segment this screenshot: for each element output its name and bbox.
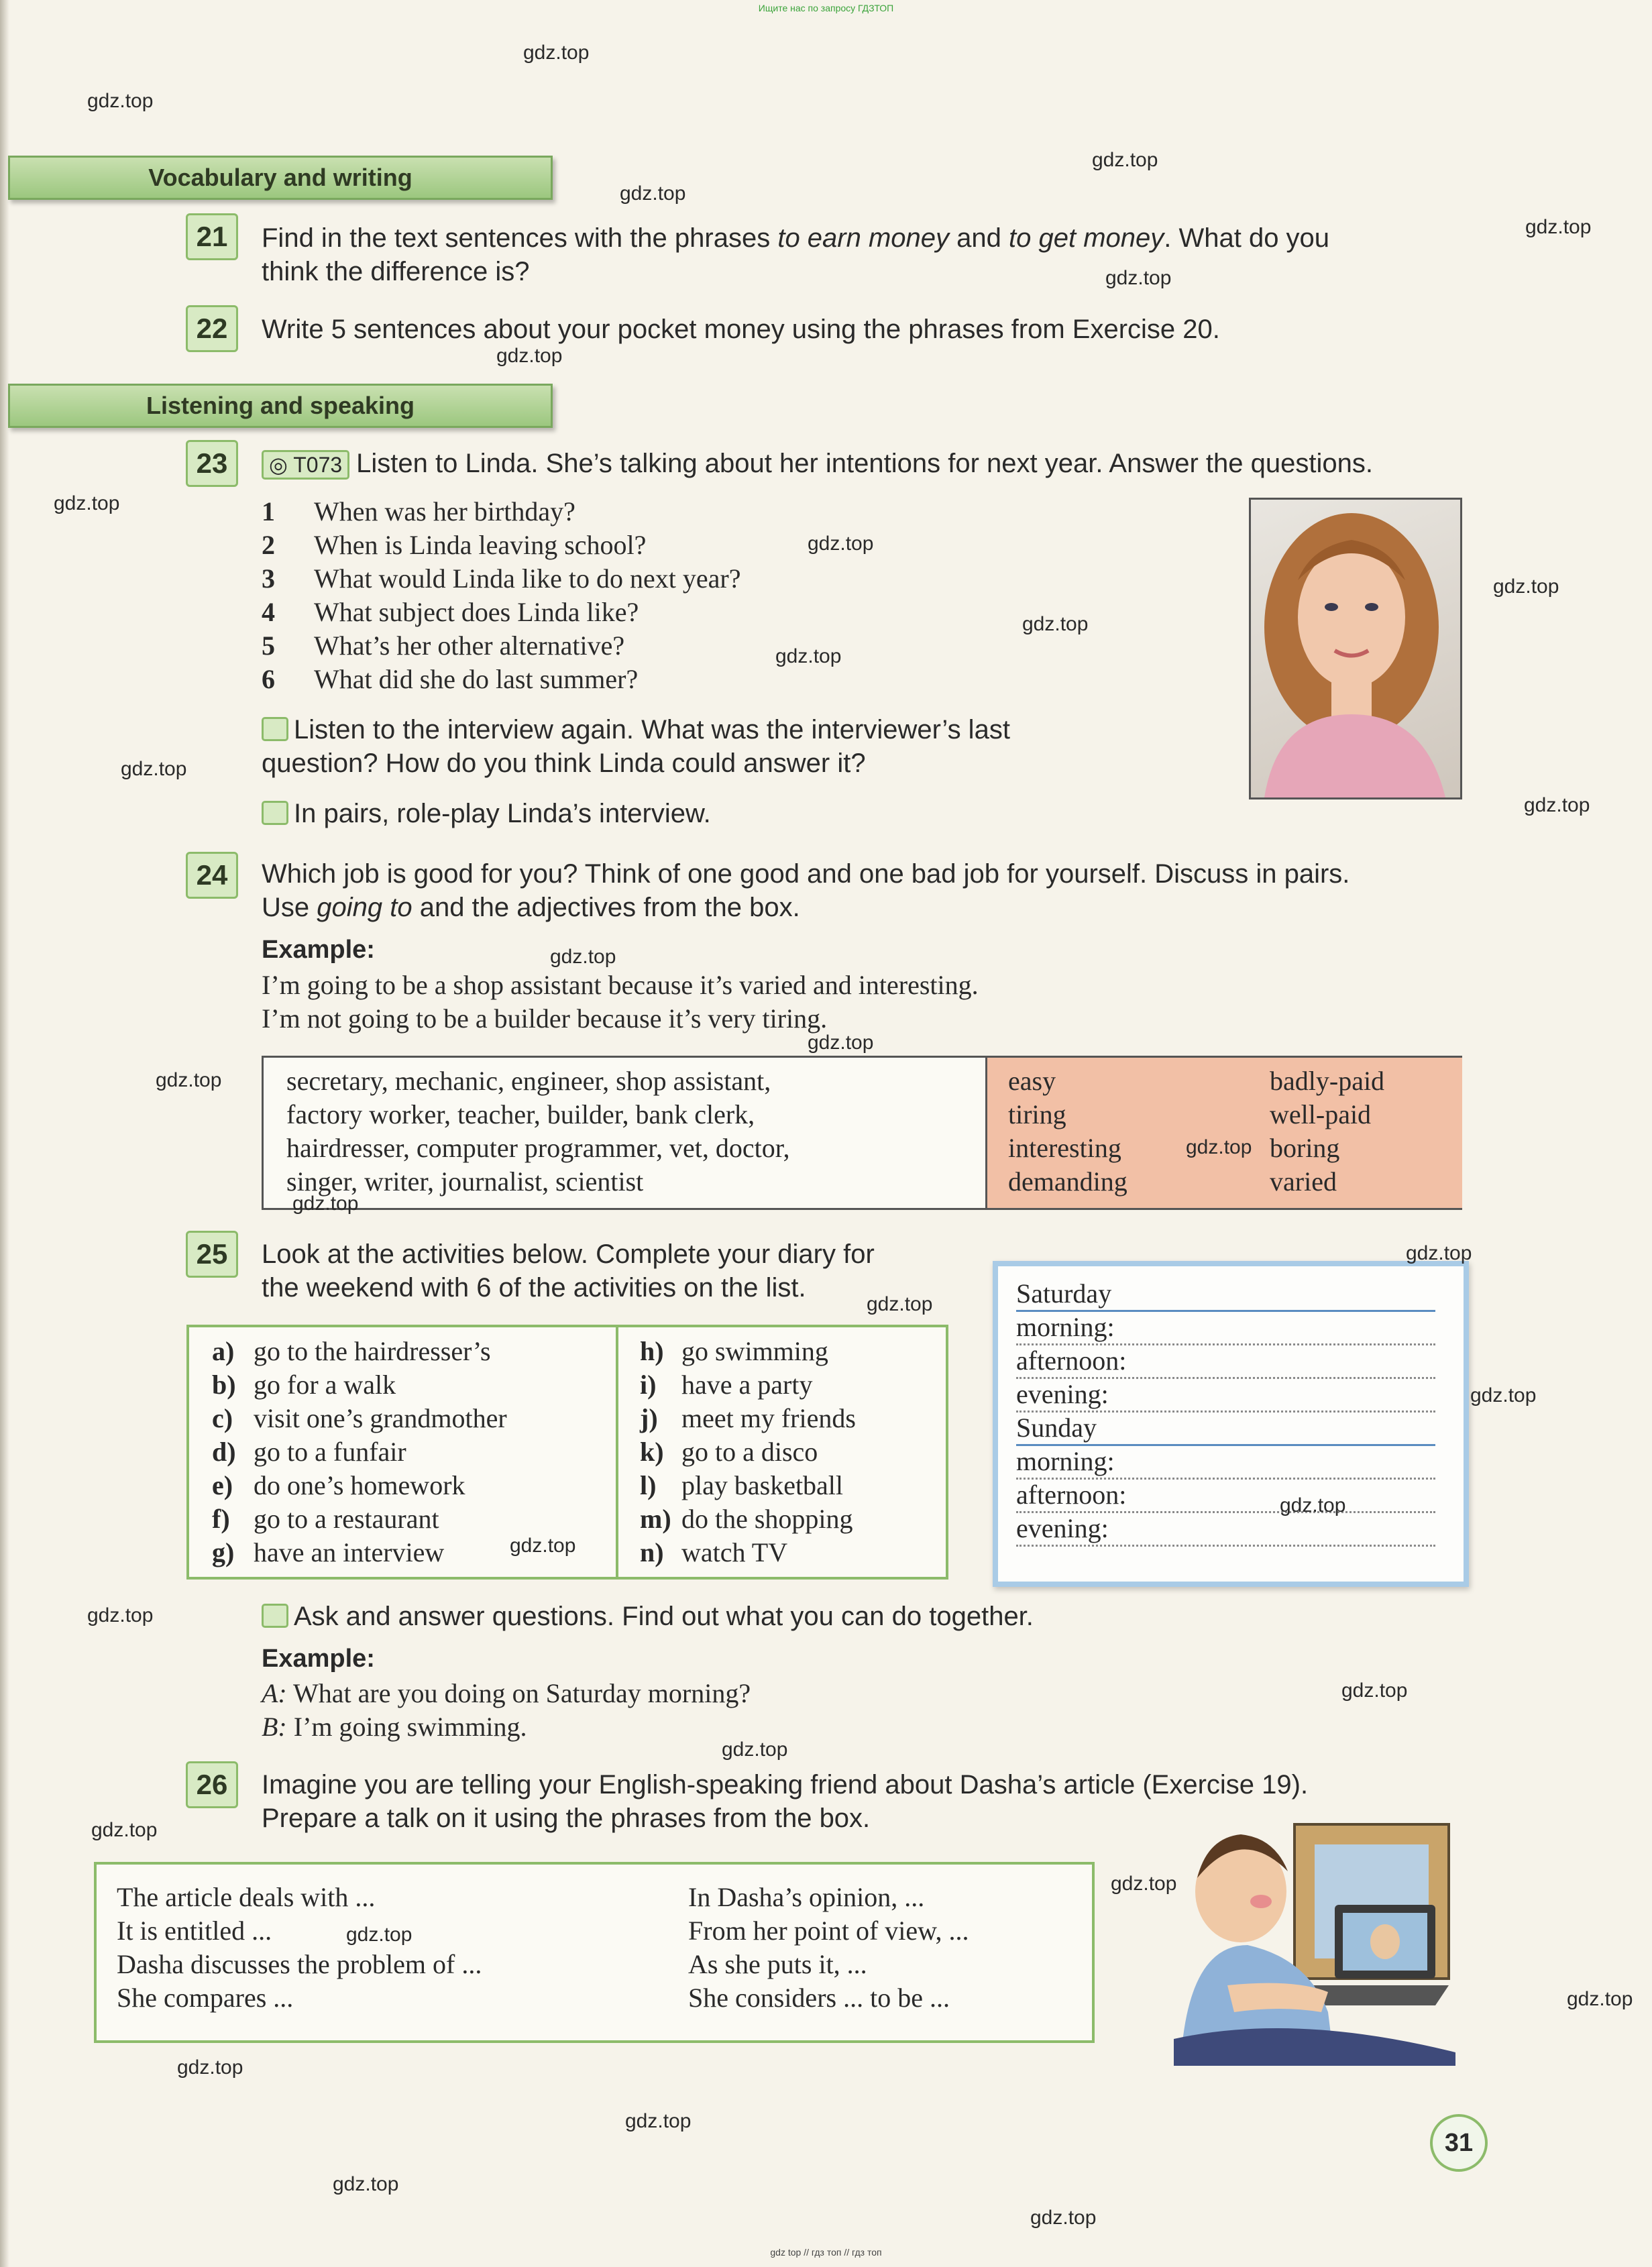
question-item: 5 What’s her other alternative?	[262, 630, 625, 661]
watermark: gdz.top	[867, 1293, 933, 1315]
watermark: gdz.top	[1030, 2207, 1097, 2229]
watermark: gdz.top	[620, 182, 686, 205]
diary-day-sunday: Sunday	[1016, 1412, 1435, 1446]
jobs-line: factory worker, teacher, builder, bank clerk,	[286, 1099, 755, 1129]
activity-item: m) do the shopping	[640, 1504, 853, 1534]
watermark: gdz.top	[1092, 149, 1158, 171]
footer-note: gdz top // гдз топ // гдз топ	[770, 2247, 882, 2258]
adjective: varied	[1270, 1166, 1337, 1197]
phrase: It is entitled ...	[117, 1916, 272, 1946]
exercise-number-26: 26	[186, 1761, 238, 1808]
activity-item: c) visit one’s grandmother	[212, 1403, 507, 1433]
phrase: Dasha discusses the problem of ...	[117, 1949, 482, 1979]
header-note: Ищите нас по запросу ГДЗТОП	[758, 3, 894, 13]
example-sentence: I’m not going to be a builder because it’s very tiring.	[262, 1003, 828, 1034]
exercise-23-instruction: ◎ T073 Listen to Linda. She’s talking about her intentions for next year. Answer the questions.	[262, 447, 1373, 480]
activity-item: a) go to the hairdresser’s	[212, 1336, 491, 1366]
watermark: gdz.top	[87, 1604, 154, 1626]
watermark: gdz.top	[1525, 216, 1592, 238]
watermark: gdz.top	[523, 42, 590, 64]
diary-day-saturday: Saturday	[1016, 1278, 1435, 1312]
activity-item: f) go to a restaurant	[212, 1504, 439, 1534]
exercise-21-text: Find in the text sentences with the phrases to earn money and to get money. What do you think the difference is?	[262, 223, 1330, 286]
question-item: 4 What subject does Linda like?	[262, 597, 639, 627]
watermark: gdz.top	[177, 2056, 243, 2079]
watermark: gdz.top	[808, 1032, 874, 1054]
exercise-number-23: 23	[186, 440, 238, 487]
pair-work-icon	[262, 1604, 288, 1628]
watermark: gdz.top	[1280, 1494, 1346, 1516]
activity-item: d) go to a funfair	[212, 1437, 406, 1467]
exercise-number-24: 24	[186, 852, 238, 899]
section-banner-listening: Listening and speaking	[8, 384, 553, 428]
watermark: gdz.top	[292, 1193, 359, 1215]
watermark: gdz.top	[496, 345, 563, 367]
watermark: gdz.top	[1186, 1136, 1252, 1158]
watermark: gdz.top	[722, 1738, 788, 1761]
example-label: Example:	[262, 1645, 375, 1673]
activity-item: h) go swimming	[640, 1336, 828, 1366]
activity-item: j) meet my friends	[640, 1403, 856, 1433]
watermark: gdz.top	[625, 2110, 692, 2132]
diary-slot[interactable]: evening:	[1016, 1378, 1435, 1413]
audio-track-badge[interactable]: ◎ T073	[262, 450, 349, 480]
watermark: gdz.top	[775, 645, 842, 667]
phrase: In Dasha’s opinion, ...	[688, 1882, 925, 1912]
example-dialogue-line: A: What are you doing on Saturday morning?	[262, 1678, 751, 1708]
jobs-adjectives-box	[262, 1056, 1462, 1210]
example-label: Example:	[262, 936, 375, 964]
phrases-box	[94, 1862, 1095, 2043]
activity-item: k) go to a disco	[640, 1437, 818, 1467]
phrase: She compares ...	[117, 1983, 294, 2013]
linda-photo	[1249, 498, 1462, 799]
example-sentence: I’m going to be a shop assistant because it’s varied and interesting.	[262, 970, 979, 1000]
question-item: 3 What would Linda like to do next year?	[262, 563, 741, 594]
phrase: She considers ... to be ...	[688, 1983, 950, 2013]
watermark: gdz.top	[1493, 575, 1559, 598]
exercise-25-text: Look at the activities below. Complete your diary for the weekend with 6 of the activities on the list.	[262, 1239, 875, 1303]
diary-slot[interactable]: morning:	[1016, 1311, 1435, 1345]
audio-disc-icon: ◎	[269, 453, 288, 477]
diary-slot[interactable]: evening:	[1016, 1512, 1435, 1547]
activity-item: i) have a party	[640, 1370, 813, 1400]
diary-slot[interactable]: afternoon:	[1016, 1345, 1435, 1379]
adjective: boring	[1270, 1133, 1340, 1163]
adjective: demanding	[1008, 1166, 1127, 1197]
adjective: interesting	[1008, 1133, 1121, 1163]
exercise-22-text: Write 5 sentences about your pocket money using the phrases from Exercise 20.	[262, 315, 1220, 344]
watermark: gdz.top	[91, 1819, 158, 1841]
adjective: badly-paid	[1270, 1066, 1385, 1096]
watermark: gdz.top	[1105, 267, 1172, 289]
boy-at-computer-icon	[1160, 1811, 1462, 2066]
activity-item: e) do one’s homework	[212, 1470, 465, 1500]
watermark: gdz.top	[510, 1535, 576, 1557]
watermark: gdz.top	[156, 1069, 222, 1091]
boy-laptop-illustration	[1160, 1811, 1462, 2066]
watermark: gdz.top	[1470, 1384, 1537, 1406]
activity-item: g) have an interview	[212, 1537, 445, 1567]
adjective: easy	[1008, 1066, 1056, 1096]
exercise-25-task-2: Ask and answer questions. Find out what you can do together.	[262, 1600, 1034, 1633]
jobs-line: singer, writer, journalist, scientist	[286, 1166, 644, 1197]
section-banner-vocab: Vocabulary and writing	[8, 156, 553, 200]
adjective: well-paid	[1270, 1099, 1372, 1129]
example-dialogue-line: B: I’m going swimming.	[262, 1712, 527, 1742]
exercise-number-22: 22	[186, 305, 238, 352]
phrase: From her point of view, ...	[688, 1916, 969, 1946]
exercise-23-task-2: Listen to the interview again. What was the interviewer’s last question? How do you think Linda could answer it?	[262, 715, 1010, 778]
diary-slot[interactable]: morning:	[1016, 1445, 1435, 1480]
page-number: 31	[1430, 2114, 1488, 2172]
jobs-line: hairdresser, computer programmer, vet, doctor,	[286, 1133, 790, 1163]
watermark: gdz.top	[121, 758, 187, 780]
watermark: gdz.top	[333, 2173, 399, 2195]
girl-portrait-illustration	[1251, 500, 1460, 797]
question-item: 1 When was her birthday?	[262, 496, 575, 527]
activity-item: n) watch TV	[640, 1537, 788, 1567]
exercise-number-25: 25	[186, 1231, 238, 1278]
watermark: gdz.top	[1022, 613, 1089, 635]
exercise-26-text: Imagine you are telling your English-speaking friend about Dasha’s article (Exercise 19). Prepare a talk on it using the phrases from the box.	[262, 1770, 1309, 1833]
watermark: gdz.top	[87, 90, 154, 112]
exercise-number-21: 21	[186, 213, 238, 260]
adjective: tiring	[1008, 1099, 1066, 1129]
watermark: gdz.top	[1406, 1242, 1472, 1264]
activities-divider	[616, 1327, 618, 1577]
watermark: gdz.top	[1341, 1679, 1408, 1702]
exercise-23-task-3: In pairs, role-play Linda’s interview.	[262, 797, 711, 830]
jobs-line: secretary, mechanic, engineer, shop assistant,	[286, 1066, 771, 1096]
watermark: gdz.top	[550, 946, 616, 968]
watermark: gdz.top	[1111, 1873, 1177, 1895]
phrase: The article deals with ...	[117, 1882, 376, 1912]
diary-slot[interactable]: afternoon:	[1016, 1479, 1435, 1513]
pair-work-icon	[262, 717, 288, 741]
activity-item: l) play basketball	[640, 1470, 844, 1500]
watermark: gdz.top	[1567, 1988, 1633, 2010]
watermark: gdz.top	[54, 492, 120, 514]
watermark: gdz.top	[1524, 794, 1590, 816]
watermark: gdz.top	[346, 1924, 412, 1946]
question-item: 2 When is Linda leaving school?	[262, 530, 647, 560]
phrase: As she puts it, ...	[688, 1949, 867, 1979]
page-edge	[0, 0, 9, 2267]
activity-item: b) go for a walk	[212, 1370, 396, 1400]
pair-work-icon	[262, 801, 288, 825]
question-item: 6 What did she do last summer?	[262, 664, 639, 694]
watermark: gdz.top	[808, 533, 874, 555]
exercise-24-text: Which job is good for you? Think of one good and one bad job for yourself. Discuss in pairs. Use going to and the adjectives from the box.	[262, 859, 1350, 922]
